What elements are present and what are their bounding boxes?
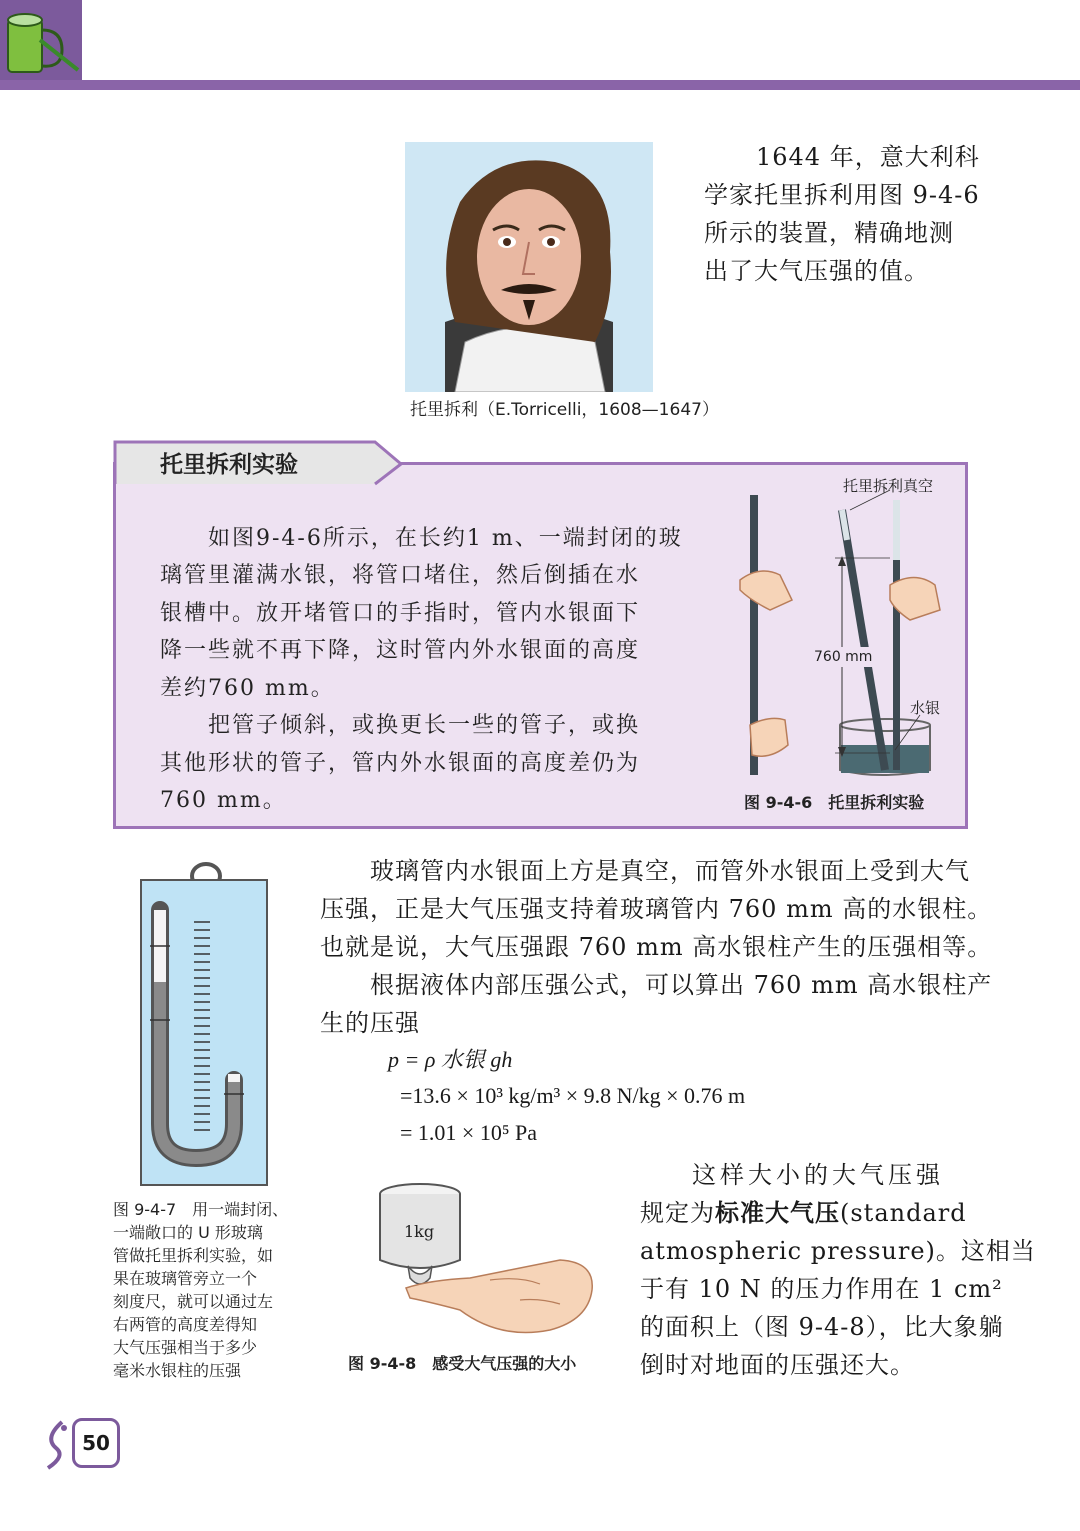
page-header bbox=[0, 0, 1080, 92]
main-para1-line1: 玻璃管内水银面上方是真空，而管外水银面上受到大气 bbox=[370, 857, 970, 885]
exp-para1-line3: 银槽中。放开堵管口的手指时，管内水银面下 bbox=[160, 601, 641, 626]
figure-9-4-6-caption: 图 9-4-6 托里拆利实验 bbox=[744, 793, 925, 812]
main-para1-line3: 也就是说，大气压强跟 760 mm 高水银柱产生的压强相等。 bbox=[320, 933, 993, 961]
fig947-caption-line7: 大气压强相当于多少 bbox=[113, 1338, 258, 1357]
u-tube-figure bbox=[138, 862, 270, 1188]
label-mercury: 水银 bbox=[910, 699, 941, 717]
experiment-title: 托里拆利实验 bbox=[160, 452, 298, 478]
standard-line2-prefix: 规定为 bbox=[640, 1199, 715, 1227]
main-para2-line1: 根据液体内部压强公式，可以算出 760 mm 高水银柱产 bbox=[370, 971, 993, 999]
intro-line-1: 1644 年，意大利科 bbox=[756, 143, 980, 171]
portrait-caption: 托里拆利（E.Torricelli，1608—1647） bbox=[410, 400, 719, 420]
fig947-caption-line3: 管做托里拆利实验，如 bbox=[113, 1246, 274, 1265]
standard-line2 bbox=[640, 1194, 967, 1232]
formula-line2: =13.6 × 10³ kg/m³ × 9.8 N/kg × 0.76 m bbox=[400, 1083, 746, 1108]
label-760mm: 760 mm bbox=[814, 649, 873, 665]
weight-label: 1kg bbox=[404, 1222, 435, 1241]
figure-9-4-8-caption: 图 9-4-8 感受大气压强的大小 bbox=[348, 1354, 577, 1373]
standard-line6: 倒时对地面的压强还大。 bbox=[640, 1351, 915, 1379]
fig947-caption-line8: 毫米水银柱的压强 bbox=[113, 1361, 242, 1380]
standard-line4: 于有 10 N 的压力作用在 1 cm² bbox=[640, 1275, 1003, 1303]
standard-line1: 这样大小的大气压强 bbox=[692, 1161, 944, 1189]
fig947-caption-line6: 右两管的高度差得知 bbox=[113, 1315, 258, 1334]
intro-line-3: 所示的装置，精确地测 bbox=[704, 219, 954, 247]
exp-para1-line2: 璃管里灌满水银，将管口堵住，然后倒插在水 bbox=[160, 563, 641, 588]
formula-line1: p = ρ 水银 gh bbox=[388, 1047, 513, 1072]
label-torricelli-vacuum: 托里拆利真空 bbox=[843, 477, 934, 495]
exp-para1-line4: 降一些就不再下降，这时管内外水银面的高度 bbox=[160, 638, 641, 663]
fig947-caption-line4: 果在玻璃管旁立一个 bbox=[113, 1269, 258, 1288]
intro-line-2: 学家托里拆利用图 9-4-6 bbox=[704, 181, 980, 209]
page-decoration-icon bbox=[40, 1418, 70, 1470]
torricelli-portrait bbox=[405, 142, 653, 392]
exp-para2-line1: 把管子倾斜，或换更长一些的管子，或换 bbox=[208, 713, 641, 738]
header-icon bbox=[0, 0, 82, 80]
standard-line3: atmospheric pressure)。这相当 bbox=[640, 1237, 1036, 1265]
exp-para1-line1: 如图9-4-6所示，在长约1 m、一端封闭的玻 bbox=[208, 526, 683, 551]
standard-line5: 的面积上（图 9-4-8），比大象躺 bbox=[640, 1313, 1004, 1341]
fig947-caption-line5: 刻度尺，就可以通过左 bbox=[113, 1292, 274, 1311]
header-rule bbox=[0, 80, 1080, 90]
main-para2-line2: 生的压强 bbox=[320, 1009, 420, 1037]
formula-line3: = 1.01 × 10⁵ Pa bbox=[400, 1120, 537, 1145]
fig947-caption-line2: 一端敞口的 U 形玻璃 bbox=[113, 1223, 263, 1242]
suction-cup-finger-figure bbox=[370, 1180, 610, 1350]
page-number: 50 bbox=[72, 1418, 120, 1468]
standard-line2-suffix: (standard bbox=[840, 1199, 967, 1227]
fig947-caption-line1: 图 9-4-7 用一端封闭、 bbox=[113, 1200, 289, 1219]
torricelli-apparatus-figure bbox=[730, 470, 960, 790]
exp-para2-line3: 760 mm。 bbox=[160, 788, 287, 813]
exp-para2-line2: 其他形状的管子，管内外水银面的高度差仍为 bbox=[160, 751, 641, 776]
main-para1-line2: 压强，正是大气压强支持着玻璃管内 760 mm 高的水银柱。 bbox=[320, 895, 993, 923]
exp-para1-line5: 差约760 mm。 bbox=[160, 676, 335, 701]
intro-line-4: 出了大气压强的值。 bbox=[704, 257, 929, 285]
standard-term: 标准大气压 bbox=[715, 1199, 840, 1227]
